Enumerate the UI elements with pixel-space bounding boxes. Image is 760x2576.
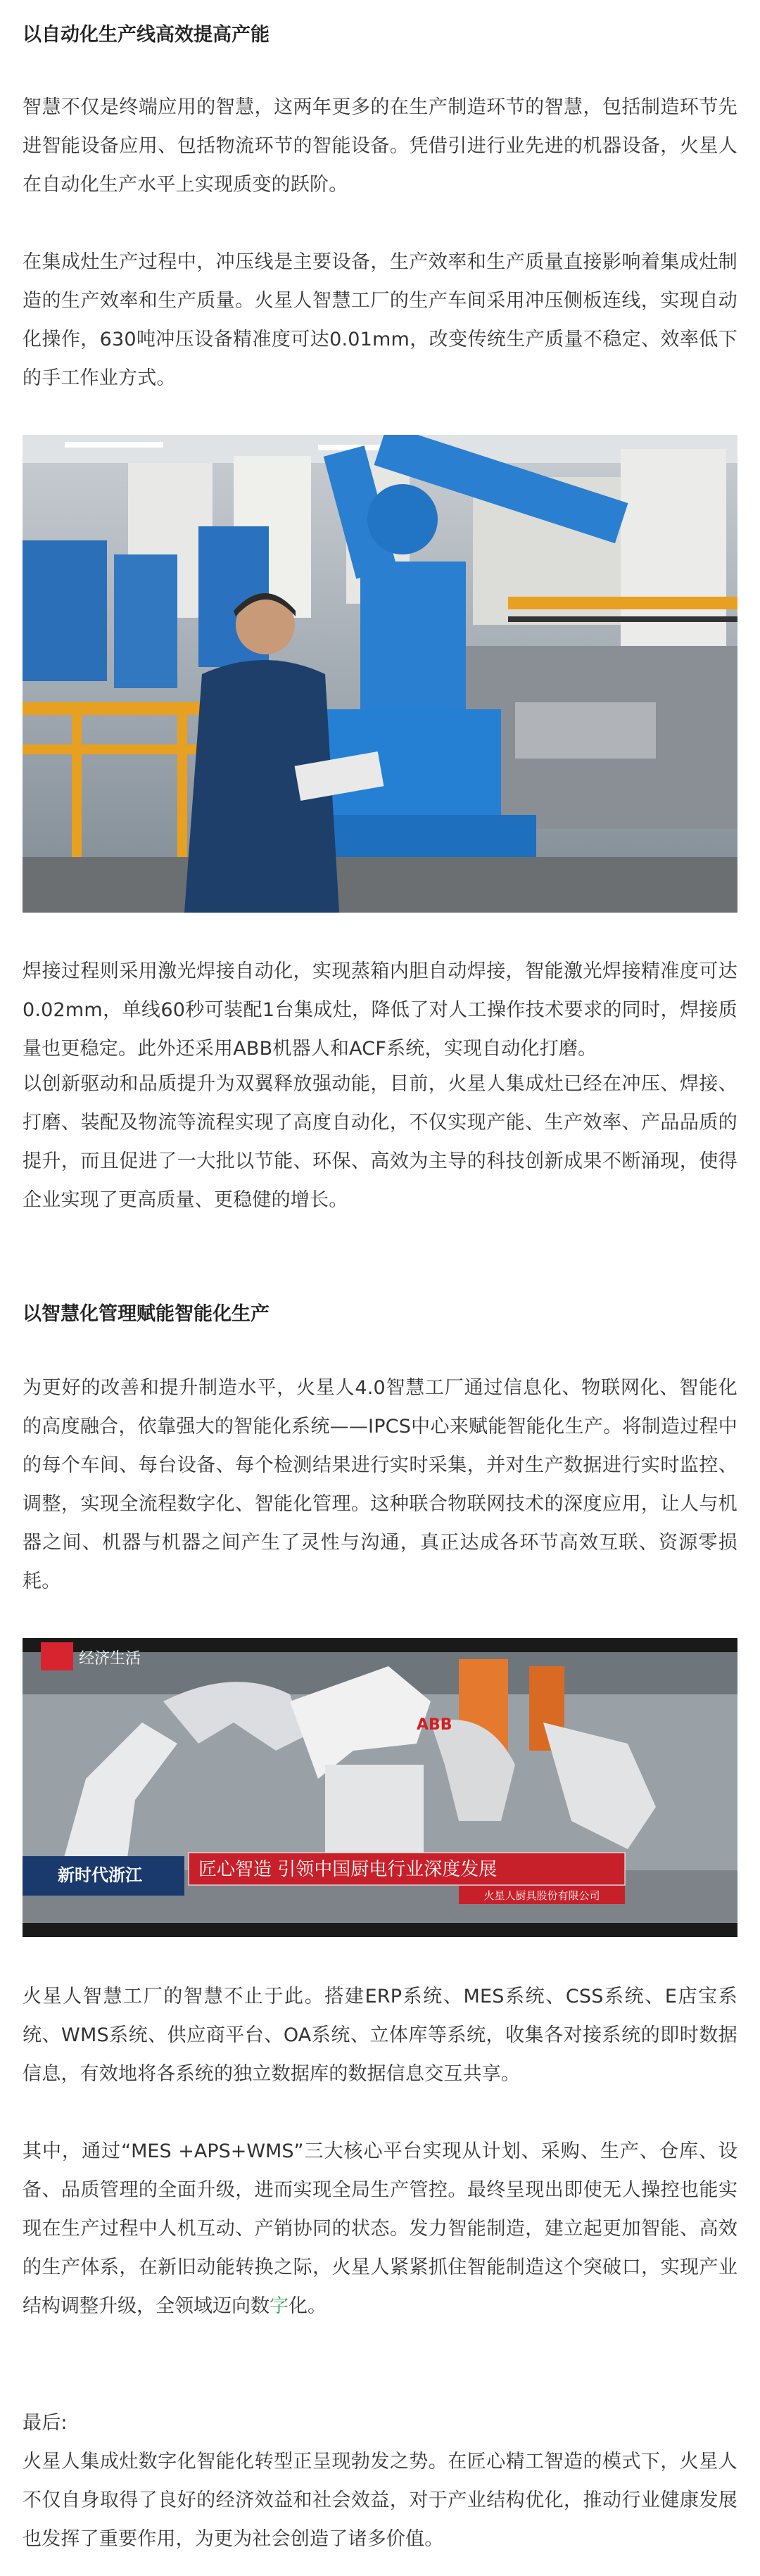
paragraph-highlight (23, 2132, 737, 2326)
conclusion-text: 火星人集成灶数字化智能化转型正呈现勃发之势。在匠心精工智造的模式下，火星人不仅自身取得了良好的经济效益和社会效益，对于产业结构优化，推动行业健康发展也发挥了重要作用，为更为社会创造了诸多价值。 (23, 2451, 737, 2550)
paragraph: 火星人智慧工厂的智慧不止于此。搭建ERP系统、MES系统、CSS系统、E店宝系统、WMS系统、供应商平台、OA系统、立体库等系统，收集各对接系统的即时数据信息，有效地将各系统的独立数据库的数据信息交互共享。 (23, 1986, 737, 2085)
paragraph: 以创新驱动和品质提升为双翼释放强动能，目前，火星人集成灶已经在冲压、焊接、打磨、装配及物流等流程实现了高度自动化，不仅实现产能、生产效率、产品品质的提升，而且促进了一大批以节能、环保、高效为主导的科技创新成果不断涌现，使得企业实现了更高质量、更稳健的增长。 (23, 1073, 737, 1211)
paragraph-text-end: 化。 (289, 2295, 327, 2317)
factory-robot-photo (23, 435, 737, 913)
conclusion-label: 最后: (23, 2412, 68, 2434)
highlighted-char: 字 (270, 2295, 289, 2317)
paragraph: 为更好的改善和提升制造水平，火星人4.0智慧工厂通过信息化、物联网化、智能化的高度融合，依靠强大的智能化系统——IPCS中心来赋能智能化生产。将制造过程中的每个车间、每台设备、每个检测结果进行实时采集，并对生产数据进行实时监控、调整，实现全流程数字化、智能化管理。这种联合物联网技术的深度应用，让人与机器之间、机器与机器之间产生了灵性与沟通，真正达成各环节高效互联、资源零损耗。 (23, 1377, 737, 1592)
section-heading-management: 以智慧化管理赋能智能化生产 (23, 1303, 270, 1325)
abb-label: ABB (417, 1716, 452, 1734)
section-heading-automation: 以自动化生产线高效提高产能 (23, 24, 270, 46)
program-tag: 新时代浙江 (58, 1865, 142, 1885)
banner-subtitle: 火星人厨具股份有限公司 (483, 1889, 600, 1902)
channel-logo: 经济生活 (79, 1650, 141, 1668)
video-frame-abb-robots (23, 1638, 737, 1937)
paragraph: 智慧不仅是终端应用的智慧，这两年更多的在生产制造环节的智慧，包括制造环节先进智能设备应用、包括物流环节的智能设备。凭借引进行业先进的机器设备，火星人在自动化生产水平上实现质变的跃阶。 (23, 96, 737, 196)
paragraph: 焊接过程则采用激光焊接自动化，实现蒸箱内胆自动焊接，智能激光焊接精准度可达0.02mm，单线60秒可装配1台集成灶，降低了对人工操作技术要求的同时，焊接质量也更稳定。此外还采用ABB机器人和ACF系统，实现自动化打磨。 (23, 960, 737, 1060)
paragraph: 在集成灶生产过程中，冲压线是主要设备，生产效率和生产质量直接影响着集成灶制造的生产效率和生产质量。火星人智慧工厂的生产车间采用冲压侧板连线，实现自动化操作，630吨冲压设备精准度可达0.01mm，改变传统生产质量不稳定、效率低下的手工作业方式。 (23, 251, 737, 389)
paragraph-text: 其中，通过“MES +APS+WMS”三大核心平台实现从计划、采购、生产、仓库、设备、品质管理的全面升级，进而实现全局生产管控。最终呈现出即使无人操控也能实现在生产过程中人机互动、产销协同的状态。发力智能制造，建立起更加智能、高效的生产体系，在新旧动能转换之际，火星人紧紧抓住智能制造这个突破口，实现产业结构调整升级，全领域迈向数 (23, 2140, 737, 2317)
banner-title: 匠心智造 引领中国厨电行业深度发展 (198, 1859, 498, 1880)
